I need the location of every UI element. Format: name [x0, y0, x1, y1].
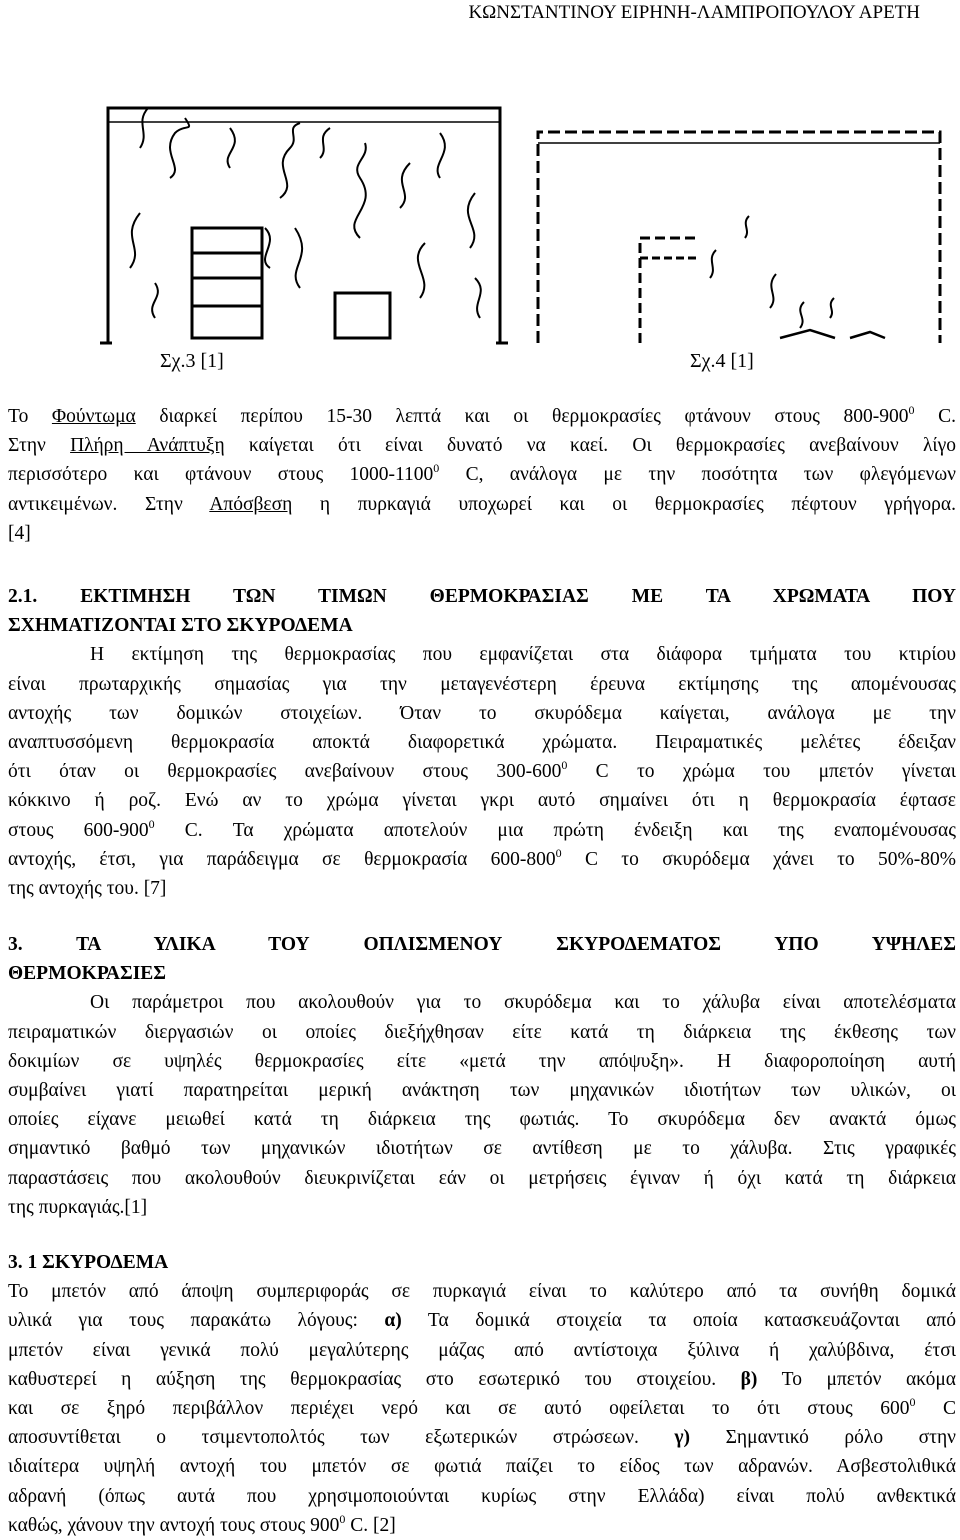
figure-3-caption: Σχ.3 [1]	[160, 350, 224, 372]
section-3-1-heading: 3. 1 ΣΚΥΡΟΔΕΜΑ	[8, 1252, 169, 1273]
figure-3-fire-growth	[100, 108, 508, 343]
section-3-heading: 3. ΤΑ ΥΛΙΚΑ ΤΟΥ ΟΠΛΙΣΜΕΝΟΥ ΣΚΥΡΟΔΕΜΑΤΟΣ ΥΠΟ ΥΨΗΛΕΣ	[8, 934, 956, 955]
term-full-development: Πλήρη Ανάπτυξη	[70, 435, 225, 457]
section-3: 3. ΤΑ ΥΛΙΚΑ ΤΟΥ ΟΠΛΙΣΜΕΝΟΥ ΣΚΥΡΟΔΕΜΑΤΟΣ ΥΠΟ ΥΨΗΛΕΣ ΘΕΡΜΟΚΡΑΣΙΕΣ Οι παράμετροι που ακολουθούν για το σκυρόδεμα και το χάλυβα είναι αποτελέσματα πειραματικών διεργασιών οι οποίες διεξήχθησαν είτε κατά τη διάρκεια της έκθεσης των δοκιμίων σε υψηλές θερμοκρασίες είτε «μετά την απόψυξη». Η διαφοροποίηση αυτή συμβαίνει γιατί παρατηρείται μερική ανάκτηση των μηχανικών ιδιοτήτων των υλικών, οι οποίες είχανε μειωθεί κατά τη διάρκεια της φωτιάς. Το σκυρόδεμα δεν ανακτά όμως σημαντικό βαθμό των μηχανικών ιδιοτήτων σε αντίθεση με το χάλυβα. Στις γραφικές παραστάσεις που ακολουθούν διευκρινίζεται εάν οι μετρήσεις έγιναν ή όχι κατά τη διάρκεια της πυρκαγιάς.[1]	[8, 930, 956, 1222]
section-3-1: 3. 1 ΣΚΥΡΟΔΕΜΑ Το μπετόν από άποψη συμπεριφοράς σε πυρκαγιά είναι το καλύτερο από τα συνήθη δομικά υλικά για τους παρακάτω λόγους: α) Τα δομικά στοιχεία τα οποία κατασκευάζονται από μπετόν είναι γενικά πολύ μεγαλύτερης μάζας από αντίστοιχα ξύλινα ή χαλύβδινα, έτσι καθυστερεί η αύξηση της θερμοκρασίας στο εσωτερικό του στοιχείου. β) Το μπετόν ακόμα και σε ξηρό περιβάλλον περιέχει νερό και σε αυτό οφείλεται το ότι στους $600^0$ C αποσυντίθεται ο τσιμεντοπολτός των εξωτερικών στρώσεων. γ) Σημαντικό ρόλο στην ιδιαίτερα υψηλή αντοχή του μπετόν σε φωτιά παίζει το είδος των αδρανών. Ασβεστολιθικά αδρανή (όπως αυτά που χρησιμοποιούνται κυρίως στην Ελλάδα) είναι πολύ ανθεκτικά καθώς, χάνουν την αντοχή τους στους $900^0$ C. [2]	[8, 1248, 956, 1540]
fire-figures	[0, 88, 960, 348]
figure-4-fire-decay	[538, 132, 940, 343]
section-2-1: 2.1. ΕΚΤΙΜΗΣΗ ΤΩΝ ΤΙΜΩΝ ΘΕΡΜΟΚΡΑΣΙΑΣ ΜΕ ΤΑ ΧΡΩΜΑΤΑ ΠΟΥ ΣΧΗΜΑΤΙΖΟΝΤΑΙ ΣΤΟ ΣΚΥΡΟΔΕΜΑ Η εκτίμηση της θερμοκρασίας που εμφανίζεται στα διάφορα τμήματα του κτιρίου είναι πρωταρχικής σημασίας για την μεταγενέστερη έρευνα εκτίμησης της απομένουσας αντοχής των δομικών στοιχείων. Όταν το σκυρόδεμα καίγεται, ανάλογα με την αναπτυσσόμενη θερμοκρασία αποκτά διαφορετικά χρώματα. Πειραματικές μελέτες έδειξαν ότι όταν οι θερμοκρασίες ανεβαίνουν στους $300-600^0$ C το χρώμα του μπετόν γίνεται κόκκινο ή ροζ. Ενώ αν το χρώμα γίνεται γκρι αυτό σημαίνει ότι η θερμοκρασία έφτασε στους $600-900^0$ C. Τα χρώματα αποτελούν μια πρώτη ένδειξη και της εναπομένουσας αντοχής, έτσι, για παράδειγμα σε θερμοκρασία $600-800^0$ C το σκυρόδεμα χάνει το 50%-80% της αντοχής του. [7]	[8, 582, 956, 903]
term-decay: Απόσβεση	[209, 493, 293, 515]
figure-4-caption: Σχ.4 [1]	[690, 350, 754, 372]
page-header: ΚΩΝΣΤΑΝΤΙΝΟΥ ΕΙΡΗΝΗ-ΛΑΜΠΡΟΠΟΥΛΟΥ ΑΡΕΤΗ	[468, 2, 920, 23]
paragraph-fire-stages: Το Φούντωμα διαρκεί περίπου 15-30 λεπτά και οι θερμοκρασίες φτάνουν στους $800-900^0$ C. Στην Πλήρη Ανάπτυξη καίγεται ότι είναι δυνατό να καεί. Οι θερμοκρασίες ανεβαίνουν λίγο περισσότερο και φτάνουν στους 1000-1100$^0$ C, ανάλογα με την ποσότητα των φλεγόμενων αντικειμένων. Στην Απόσβεση η πυρκαγιά υποχωρεί και οι θερμοκρασίες πέφτουν γρήγορα. [4]	[8, 403, 957, 544]
section-2-1-heading: 2.1. ΕΚΤΙΜΗΣΗ ΤΩΝ ΤΙΜΩΝ ΘΕΡΜΟΚΡΑΣΙΑΣ ΜΕ ΤΑ ΧΡΩΜΑΤΑ ΠΟΥ	[8, 586, 956, 607]
term-flashover: Φούντωμα	[51, 406, 136, 427]
